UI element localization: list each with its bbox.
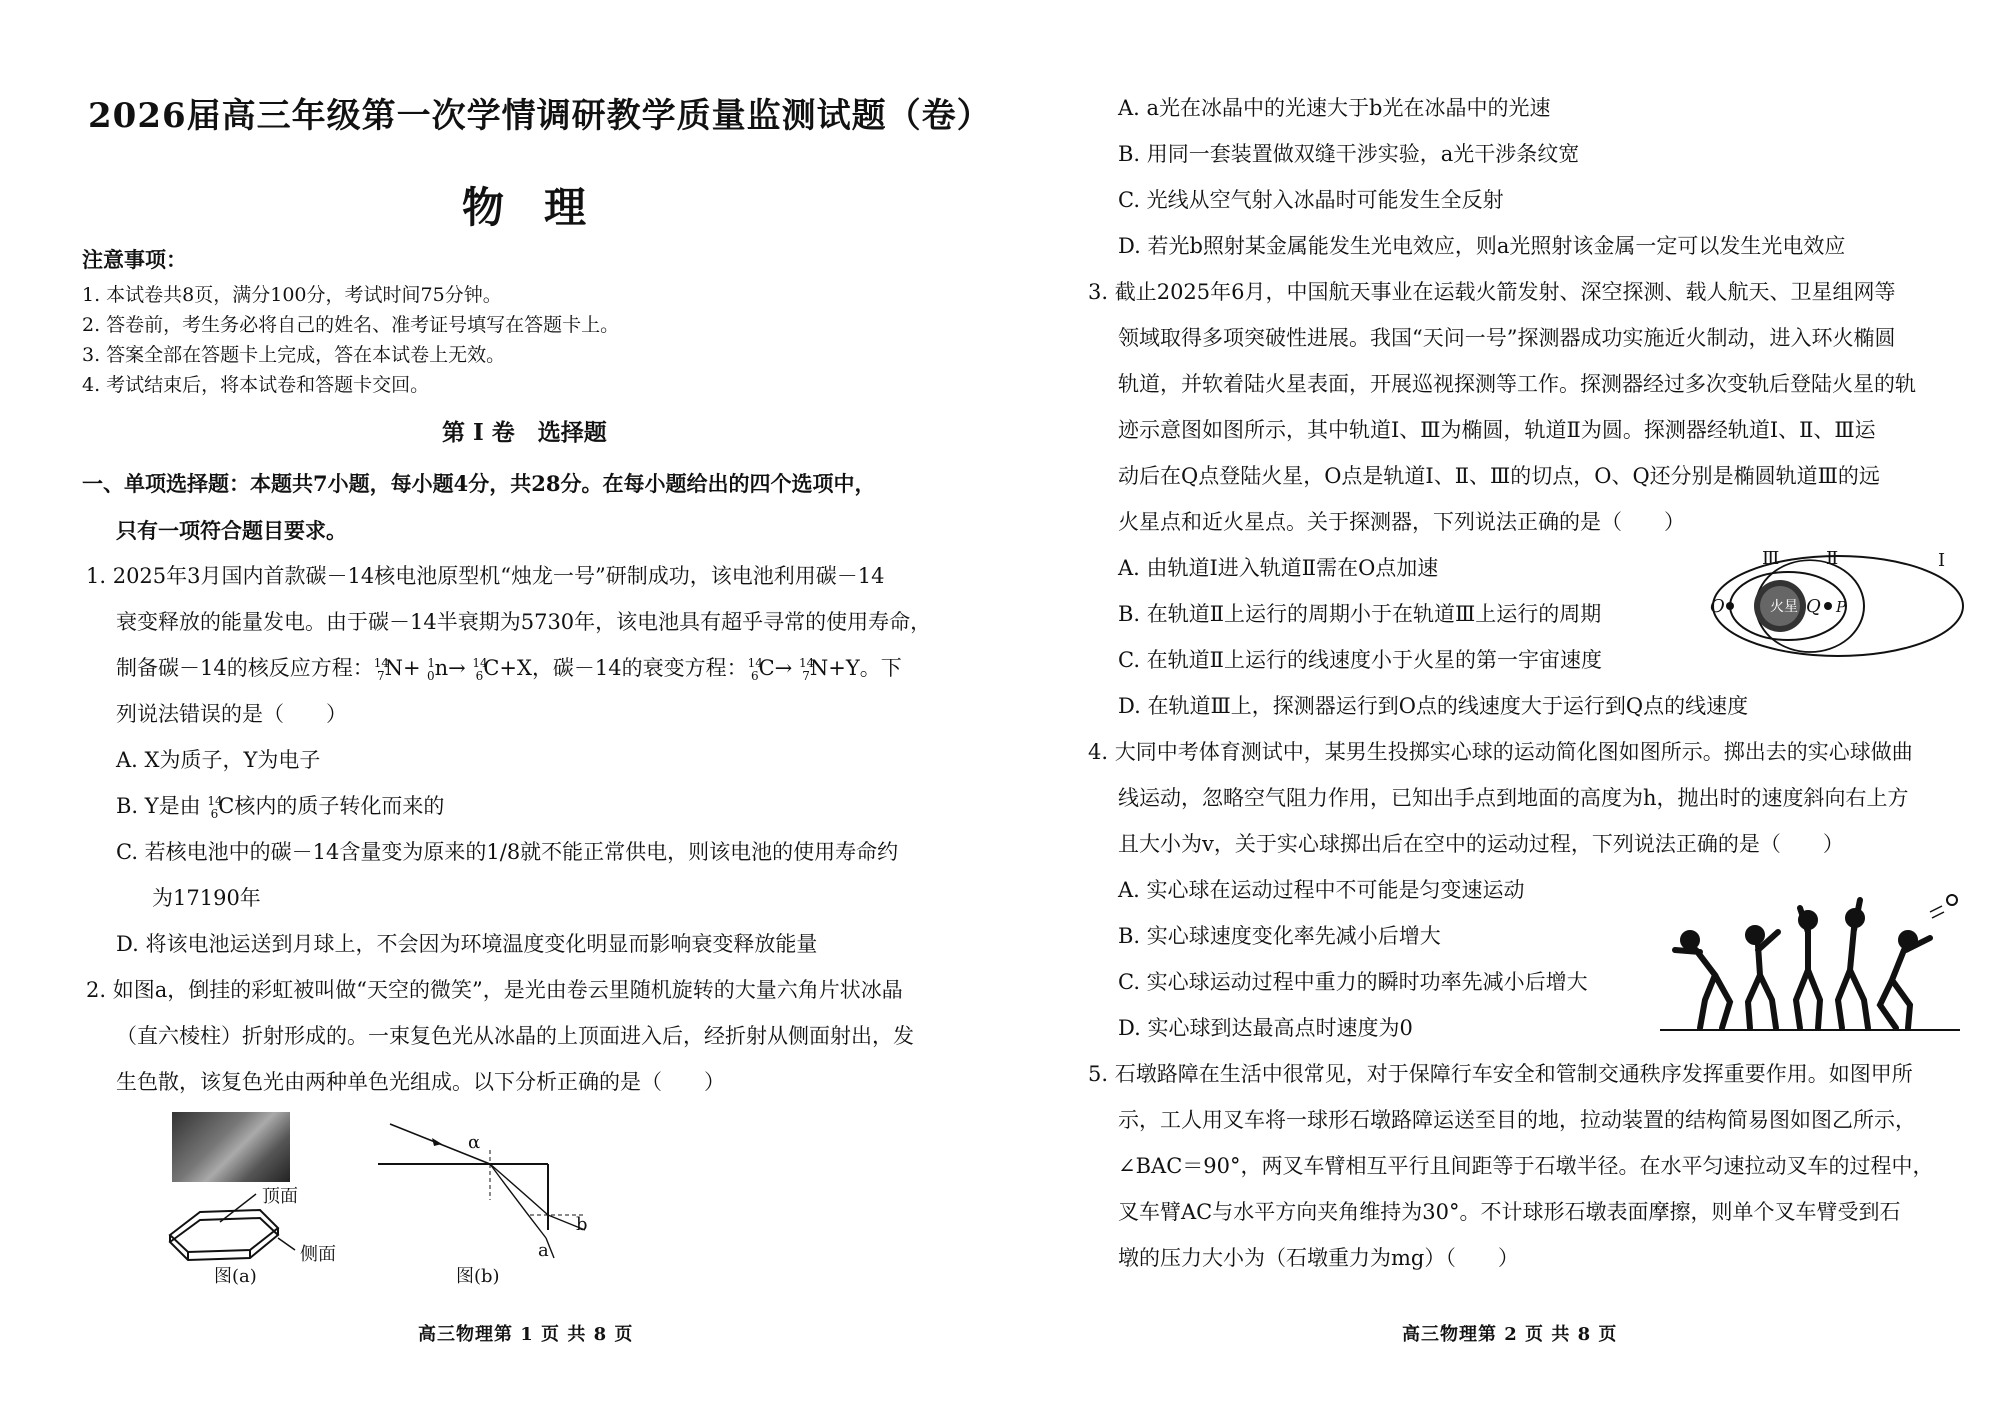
question-5-line: 5. 石墩路障在生活中很常见，对于保障行车安全和管制交通秩序发挥重要作用。如图甲所 (1088, 1062, 1913, 1086)
question-3-option-c: C. 在轨道Ⅱ上运行的线速度小于火星的第一宇宙速度 (1118, 648, 1602, 672)
question-1-option-b: B. Y是由 $^{14}_6$C核内的质子转化而来的 (116, 794, 445, 822)
question-2-line: （直六棱柱）折射形成的。一束复色光从冰晶的上顶面进入后，经折射从侧面射出，发 (116, 1024, 914, 1048)
question-1-line: 1. 2025年3月国内首款碳－14核电池原型机“烛龙一号”研制成功，该电池利用碳－14 (86, 564, 885, 588)
question-1-option-c: C. 若核电池中的碳－14含量变为原来的1/8就不能正常供电，则该电池的使用寿命约 (116, 840, 899, 864)
fig-b-caption: 图(b) (456, 1266, 500, 1287)
question-3-line: 3. 截止2025年6月，中国航天事业在运载火箭发射、深空探测、载人航天、卫星组网等 (1088, 280, 1896, 304)
fig-a-top-label: 顶面 (262, 1186, 298, 1207)
question-5-line: 叉车臂AC与水平方向夹角维持为30°。不计球形石墩表面摩擦，则单个叉车臂受到石 (1118, 1200, 1901, 1224)
page-footer: 高三物理第 1 页 共 8 页 (418, 1324, 634, 1345)
notice-item: 1. 本试卷共8页，满分100分，考试时间75分钟。 (82, 284, 502, 306)
subject-title: 物理 (462, 183, 627, 232)
question-3-line: 轨道，并软着陆火星表面，开展巡视探测等工作。探测器经过多次变轨后登陆火星的轨 (1118, 372, 1916, 396)
rainbow-photo (172, 1112, 290, 1182)
orbit-label-iii: Ⅲ (1762, 548, 1780, 569)
question-1-equations: 制备碳－14的核反应方程：$^{14}_7$N+ $^1_0$n→ $^{14}_6$C+X，碳－14的衰变方程：$^{14}_6$C→ $^{14}_7$N+Y。下 (116, 656, 902, 684)
nuclear-eq-1: $^{14}_7$N+ $^1_0$n→ $^{14}_6$C+X (373, 656, 532, 684)
fig-b-alpha: α (468, 1132, 481, 1153)
question-5-line: 墩的压力大小为（石墩重力为mg）（ ） (1118, 1246, 1519, 1270)
question-4-line: 线运动，忽略空气阻力作用，已知出手点到地面的高度为h，抛出时的速度斜向右上方 (1118, 786, 1909, 810)
part-heading: 一、单项选择题：本题共7小题，每小题4分，共28分。在每小题给出的四个选项中， (82, 471, 876, 496)
question-2-option-d: D. 若光b照射某金属能发生光电效应，则a光照射该金属一定可以发生光电效应 (1118, 234, 1846, 258)
orbit-label-i: Ⅰ (1938, 550, 1946, 571)
question-3-option-a: A. 由轨道Ⅰ进入轨道Ⅱ需在O点加速 (1118, 556, 1439, 580)
mars-label: 火星 (1770, 599, 1798, 615)
question-3-line: 迹示意图如图所示，其中轨道Ⅰ、Ⅲ为椭圆，轨道Ⅱ为圆。探测器经轨道Ⅰ、Ⅱ、Ⅲ运 (1118, 418, 1876, 442)
orbit-label-ii: Ⅱ (1826, 548, 1839, 569)
fig-a-side-label: 侧面 (300, 1244, 336, 1265)
section-heading: 第 I 卷 选择题 (442, 419, 607, 446)
question-3-option-d: D. 在轨道Ⅲ上，探测器运行到O点的线速度大于运行到Q点的线速度 (1118, 694, 1749, 718)
refraction-diagram (370, 1120, 600, 1260)
fig-b-ray-b: b (576, 1214, 588, 1235)
exam-title: 2026届高三年级第一次学情调研教学质量监测试题（卷） (88, 96, 992, 136)
question-1-option-c-cont: 为17190年 (152, 886, 261, 910)
question-1-option-d: D. 将该电池运送到月球上，不会因为环境温度变化明显而影响衰变释放能量 (116, 932, 818, 956)
notice-item: 2. 答卷前，考生务必将自己的姓名、准考证号填写在答题卡上。 (82, 314, 620, 336)
point-q-label: Q (1806, 596, 1821, 617)
question-2-option-b: B. 用同一套装置做双缝干涉实验，a光干涉条纹宽 (1118, 142, 1580, 166)
question-4-option-d: D. 实心球到达最高点时速度为0 (1118, 1016, 1413, 1040)
question-4-option-b: B. 实心球速度变化率先减小后增大 (1118, 924, 1441, 948)
question-4-option-a: A. 实心球在运动过程中不可能是匀变速运动 (1118, 878, 1525, 902)
shot-put-figure (1660, 890, 1970, 1040)
point-o-label: O (1710, 596, 1725, 617)
question-1-line: 列说法错误的是（ ） (116, 702, 347, 726)
question-3-option-b: B. 在轨道Ⅱ上运行的周期小于在轨道Ⅲ上运行的周期 (1118, 602, 1602, 626)
fig-b-ray-a: a (538, 1240, 549, 1261)
question-2-option-a: A. a光在冰晶中的光速大于b光在冰晶中的光速 (1118, 96, 1551, 120)
fig-a-caption: 图(a) (214, 1266, 257, 1287)
notice-item: 3. 答案全部在答题卡上完成，答在本试卷上无效。 (82, 344, 506, 366)
question-1-option-a: A. X为质子，Y为电子 (116, 748, 321, 772)
notice-heading: 注意事项： (82, 247, 187, 272)
question-1-line: 衰变释放的能量发电。由于碳－14半衰期为5730年，该电池具有超乎寻常的使用寿命， (116, 610, 932, 634)
question-4-line: 4. 大同中考体育测试中，某男生投掷实心球的运动简化图如图所示。掷出去的实心球做曲 (1088, 740, 1913, 764)
question-5-line: 示，工人用叉车将一球形石墩路障运送至目的地，拉动装置的结构简易图如图乙所示， (1118, 1108, 1916, 1132)
notice-item: 4. 考试结束后，将本试卷和答题卡交回。 (82, 374, 430, 396)
question-4-line: 且大小为v，关于实心球掷出后在空中的运动过程，下列说法正确的是（ ） (1118, 832, 1844, 856)
question-3-line: 火星点和近火星点。关于探测器，下列说法正确的是（ ） (1118, 510, 1685, 534)
part-heading-cont: 只有一项符合题目要求。 (116, 518, 347, 543)
question-3-line: 动后在Q点登陆火星，O点是轨道Ⅰ、Ⅱ、Ⅲ的切点，O、Q还分别是椭圆轨道Ⅲ的远 (1118, 464, 1880, 488)
question-3-line: 领域取得多项突破性进展。我国“天问一号”探测器成功实施近火制动，进入环火椭圆 (1118, 326, 1896, 350)
page-2 (1000, 0, 1999, 1405)
question-5-line: ∠BAC＝90°，两叉车臂相互平行且间距等于石墩半径。在水平匀速拉动叉车的过程中， (1118, 1154, 1934, 1178)
point-p-label: P (1836, 598, 1847, 616)
page-footer: 高三物理第 2 页 共 8 页 (1402, 1324, 1618, 1345)
question-2-line: 生色散，该复色光由两种单色光组成。以下分析正确的是（ ） (116, 1070, 725, 1094)
nuclear-eq-2: $^{14}_6$C→ $^{14}_7$N+Y (747, 656, 860, 684)
question-2-option-c: C. 光线从空气射入冰晶时可能发生全反射 (1118, 188, 1504, 212)
question-4-option-c: C. 实心球运动过程中重力的瞬时功率先减小后增大 (1118, 970, 1588, 994)
question-2-line: 2. 如图a，倒挂的彩虹被叫做“天空的微笑”，是光由卷云里随机旋转的大量六角片状冰晶 (86, 978, 903, 1002)
